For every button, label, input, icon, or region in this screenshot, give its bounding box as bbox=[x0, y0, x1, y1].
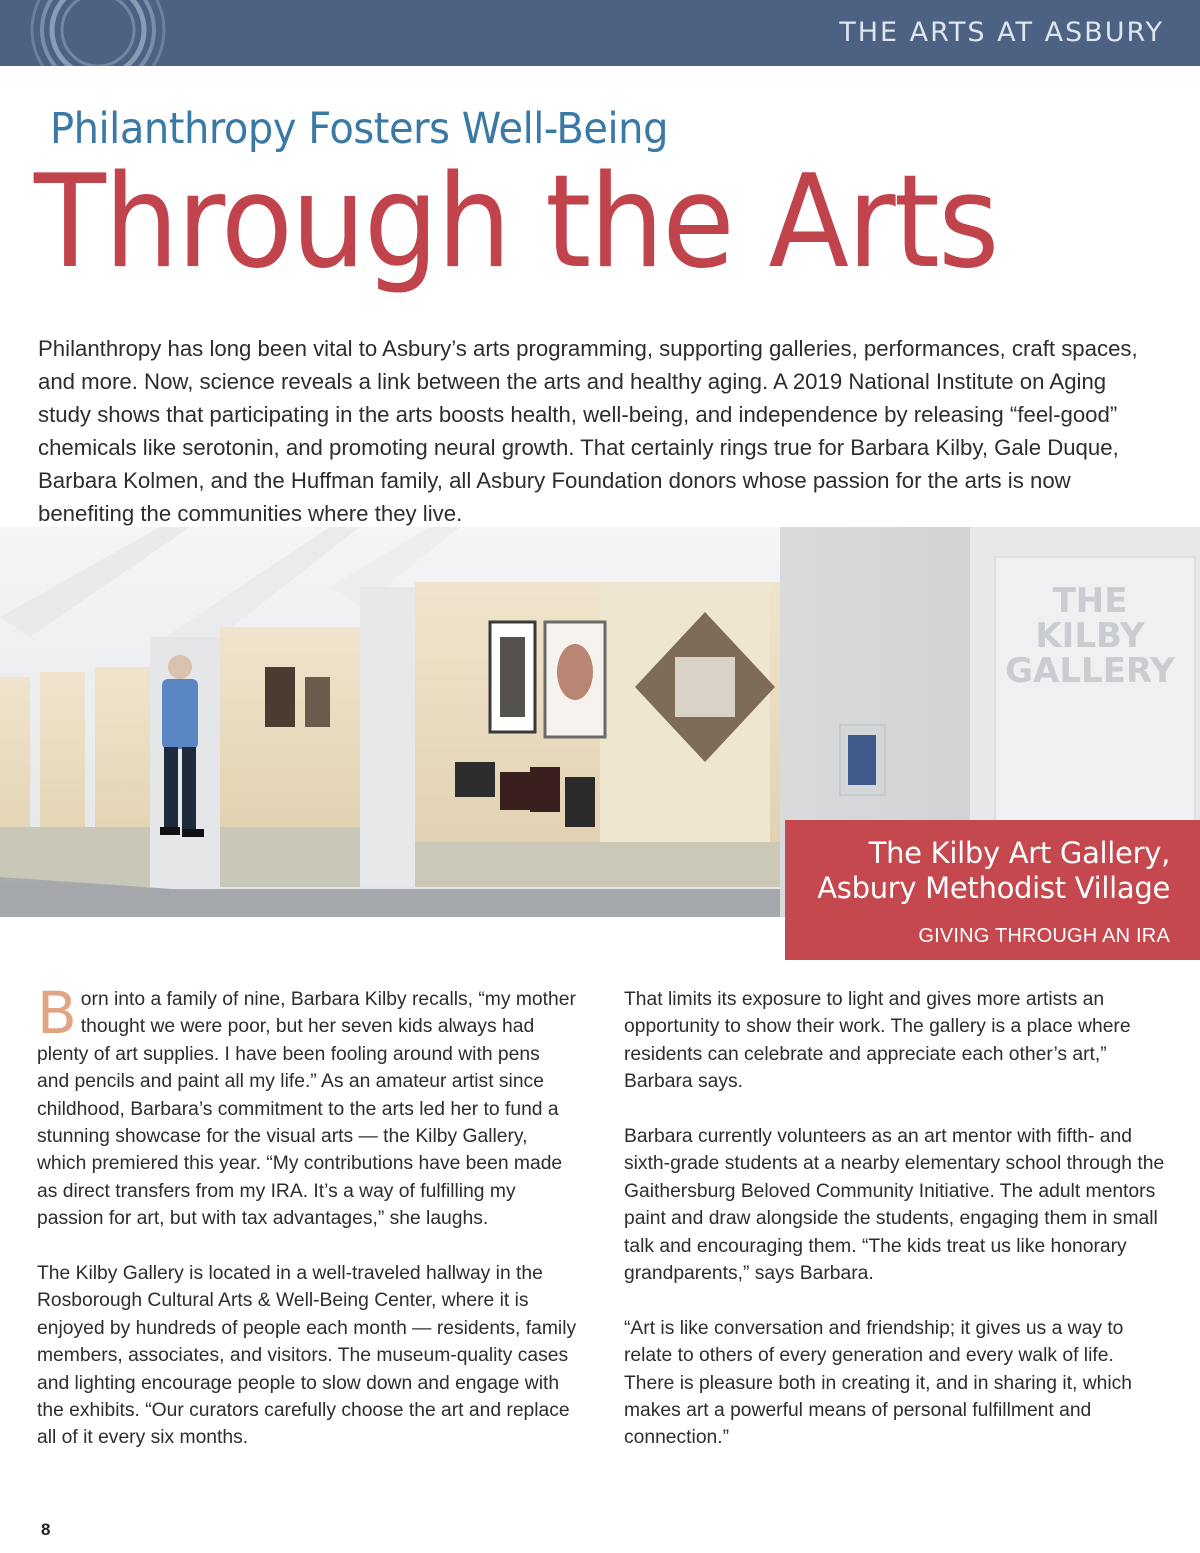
intro-paragraph: Philanthropy has long been vital to Asbury’s arts programming, supporting galleries, performances, craft spaces, and more. Now, science reveals a link between the arts and healthy aging. A 2019 National Institute on Aging study shows that participating in the arts boosts health, well-being, and independence by releasing “feel-good” chemicals like serotonin, and promoting neural growth. That certainly rings true for Barbara Kilby, Gale Duque, Barbara Kolmen, and the Huffman family, all Asbury Foundation donors whose passion for the arts is now benefiting the communities where they live. bbox=[38, 336, 1138, 526]
decorative-rings-icon bbox=[0, 0, 200, 66]
left-paragraph-1-text: orn into a family of nine, Barbara Kilby recalls, “my mother thought we were poor, but her seven kids always had plenty of art supplies. I have been fooling around with pens and pencils and paint all my life.” As an amateur artist since childhood, Barbara’s commitment to the arts led her to fund a stunning showcase for the visual arts — the Kilby Gallery, which premiered this year. “My contributions have been made as direct transfers from my IRA. It’s a way of fulfilling my passion for art, but with tax advantages,” she laughs. bbox=[37, 989, 576, 1230]
left-paragraph-1 bbox=[37, 979, 577, 1233]
right-paragraph-1: That limits its exposure to light and gives more artists an opportunity to show their work. The gallery is a place where residents can celebrate and appreciate each other’s art,” Barbara says. bbox=[624, 989, 1131, 1093]
page-number: 8 bbox=[41, 1520, 51, 1539]
svg-text:KILBY: KILBY bbox=[1035, 616, 1145, 656]
dropcap: B bbox=[37, 979, 77, 1047]
header-band bbox=[0, 0, 1200, 66]
right-paragraph-3: “Art is like conversation and friendship; it gives us a way to relate to others of every generation and every walk of life. There is pleasure both in creating it, and in sharing it, which makes art a powerful means of personal fulfillment and connection.” bbox=[624, 1317, 1133, 1449]
left-paragraph-2: The Kilby Gallery is located in a well-traveled hallway in the Rosborough Cultural Arts & Well-Being Center, where it is enjoyed by hundreds of people each month — residents, family members, associates, and visitors. The museum-quality cases and lighting encourage people to slow down and engage with the exhibits. “Our curators carefully choose the art and replace all of it every six months. bbox=[37, 1263, 577, 1449]
right-paragraph-2: Barbara currently volunteers as an art mentor with fifth- and sixth-grade students at a nearby elementary school through the Gaithersburg Beloved Community Initiative. The adult mentors paint and draw alongside the students, engaging them in small talk and encouraging them. “The kids treat us like honorary grandparents,” says Barbara. bbox=[624, 1126, 1165, 1285]
article-subtitle: Philanthropy Fosters Well-Being bbox=[50, 104, 668, 154]
caption-line1: The Kilby Art Gallery, bbox=[868, 836, 1170, 870]
left-column bbox=[37, 979, 577, 1479]
article-title: Through the Arts bbox=[34, 148, 998, 297]
photo-caption-box bbox=[785, 820, 1200, 960]
svg-text:THE: THE bbox=[1052, 581, 1128, 621]
section-title: THE ARTS AT ASBURY bbox=[839, 17, 1164, 48]
caption-line2: Asbury Methodist Village bbox=[817, 871, 1170, 905]
caption-tag: GIVING THROUGH AN IRA bbox=[918, 925, 1170, 947]
svg-text:GALLERY: GALLERY bbox=[1005, 651, 1175, 691]
right-column bbox=[624, 986, 1169, 1479]
